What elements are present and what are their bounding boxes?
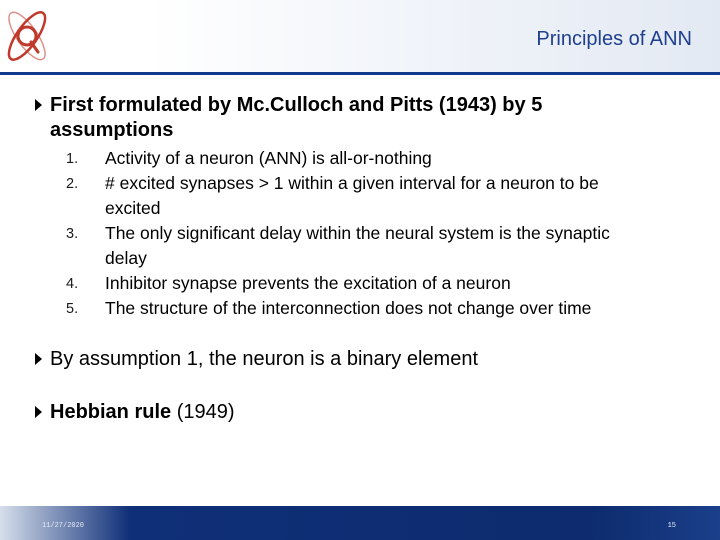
- bullet-binary-element: By assumption 1, the neuron is a binary element: [50, 348, 479, 370]
- list-number: 5.: [66, 301, 79, 317]
- bullet-arrow-icon: [35, 99, 42, 111]
- hebbian-rule-term: Hebbian rule: [50, 401, 172, 423]
- list-item-text: The only significant delay within the neural system is the synaptic: [105, 223, 610, 243]
- assumptions-list: [50, 146, 690, 321]
- bullet-hebbian-rule: [50, 400, 235, 425]
- slide-title: Principles of ANN: [536, 28, 692, 50]
- hebbian-rule-year: (1949): [171, 401, 235, 423]
- list-number: 1.: [66, 151, 79, 167]
- list-item: [50, 221, 690, 271]
- footer-date: 11/27/2020: [42, 522, 85, 530]
- list-number: 4.: [66, 276, 79, 292]
- header-divider: [0, 72, 720, 75]
- list-item: [50, 271, 690, 296]
- list-number: 2.: [66, 176, 79, 192]
- list-number: 3.: [66, 226, 79, 242]
- list-item: [50, 171, 690, 221]
- footer-page-number: 15: [667, 522, 676, 530]
- atom-orbit-logo-icon: [2, 2, 52, 70]
- bullet-text: First formulated by Mc.Culloch and Pitts (1943) by 5: [50, 94, 543, 116]
- list-item-text-continued: delay: [105, 248, 147, 268]
- list-item: [50, 146, 690, 171]
- bullet-arrow-icon: [35, 353, 42, 365]
- list-item-text: # excited synapses > 1 within a given interval for a neuron to be: [105, 173, 599, 193]
- list-item-text: Activity of a neuron (ANN) is all-or-nothing: [105, 148, 432, 168]
- footer-bar: [0, 506, 720, 540]
- list-item-text: Inhibitor synapse prevents the excitation of a neuron: [105, 273, 511, 293]
- bullet-first-formulated: [50, 93, 542, 143]
- list-item-text-continued: excited: [105, 198, 161, 218]
- list-item: [50, 296, 690, 321]
- bullet-text-continued: assumptions: [50, 119, 174, 141]
- list-item-text: The structure of the interconnection does not change over time: [105, 298, 592, 318]
- bullet-arrow-icon: [35, 406, 42, 418]
